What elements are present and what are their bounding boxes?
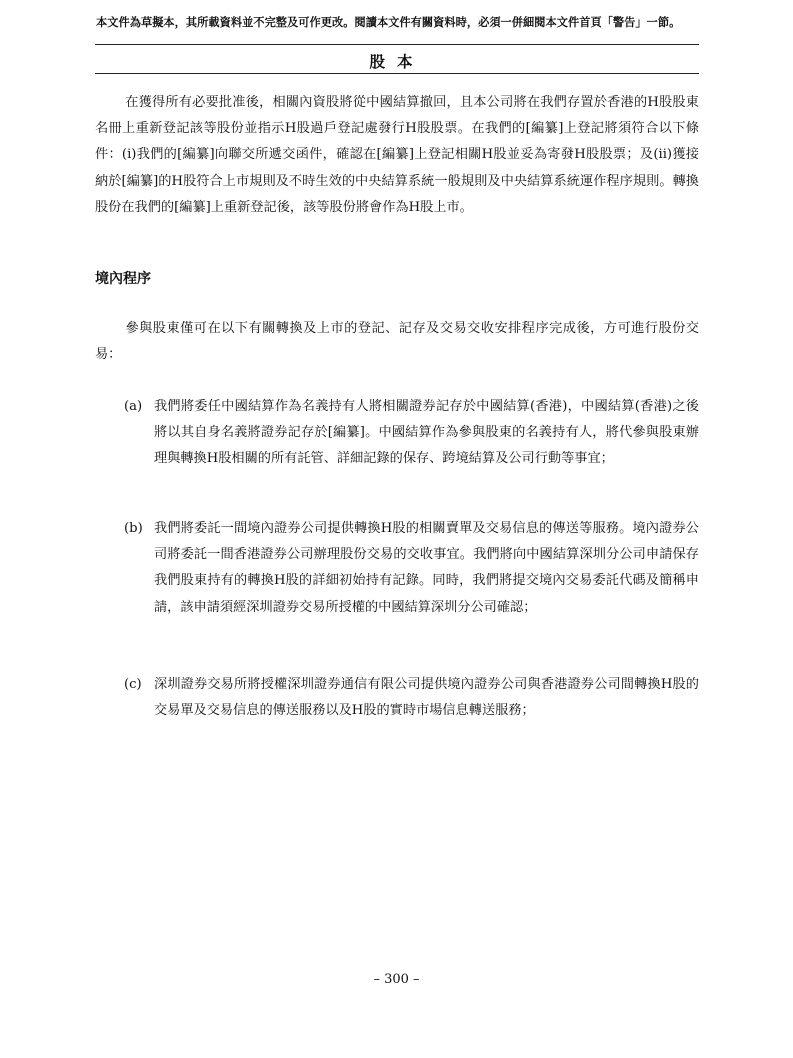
list-item-label: (a) [124, 399, 143, 414]
list-item-text: 深圳證券交易所將授權深圳證券通信有限公司提供境內證券公司與香港證券公司間轉換H股的交易單及交易信息的傳送服務以及H股的實時市場信息轉送服務； [154, 677, 699, 719]
page-number: – 300 – [373, 972, 420, 987]
section-title: 股本 [369, 52, 425, 71]
header-rule-bottom [95, 73, 699, 74]
header-rule-top [95, 44, 699, 45]
paragraph-domestic-intro-text: 參與股東僅可在以下有關轉換及上市的登記、記存及交易交收安排程序完成後，方可進行股份交易： [95, 321, 699, 363]
draft-warning-banner: 本文件為草擬本，其所載資料並不完整及可作更改。閱讀本文件有關資料時，必須一併細閱本文件首頁「警告」一節。 [96, 15, 681, 29]
list-item-label: (c) [124, 677, 142, 692]
paragraph-domestic-intro [95, 316, 699, 368]
list-item-label: (b) [124, 521, 143, 536]
list-item-text: 我們將委託一間境內證券公司提供轉換H股的相關賣單及交易信息的傳送等服務。境內證券公司將委託一間香港證券公司辦理股份交易的交收事宜。我們將向中國結算深圳分公司申請保存我們股東持有的轉換H股的詳細初始持有記錄。同時，我們將提交境內交易委託代碼及簡稱申請，該申請須經深圳證券交易所授權的中國結算深圳分公司確認； [154, 521, 699, 615]
subheading-domestic-procedure: 境內程序 [95, 271, 151, 287]
paragraph-registration [95, 90, 699, 221]
paragraph-registration-text: 在獲得所有必要批准後，相關內資股將從中國結算撤回，且本公司將在我們存置於香港的H股股東名冊上重新登記該等股份並指示H股過戶登記處發行H股股票。在我們的[編纂]上登記將須符合以下條件：(i)我們的[編纂]向聯交所遞交函件，確認在[編纂]上登記相關H股並妥為寄發H股股票；及(ii)獲接納於[編纂]的H股符合上市規則及不時生效的中央結算系統一般規則及中央結算系統運作程序規則。轉換股份在我們的[編纂]上重新登記後，該等股份將會作為H股上市。 [95, 95, 699, 215]
list-item-text: 我們將委任中國結算作為名義持有人將相關證券記存於中國結算(香港)，中國結算(香港)之後將以其自身名義將證券記存於[編纂]。中國結算作為參與股東的名義持有人，將代參與股東辦理與轉換H股相關的所有託管、詳細記錄的保存、跨境結算及公司行動等事宜； [154, 399, 699, 467]
